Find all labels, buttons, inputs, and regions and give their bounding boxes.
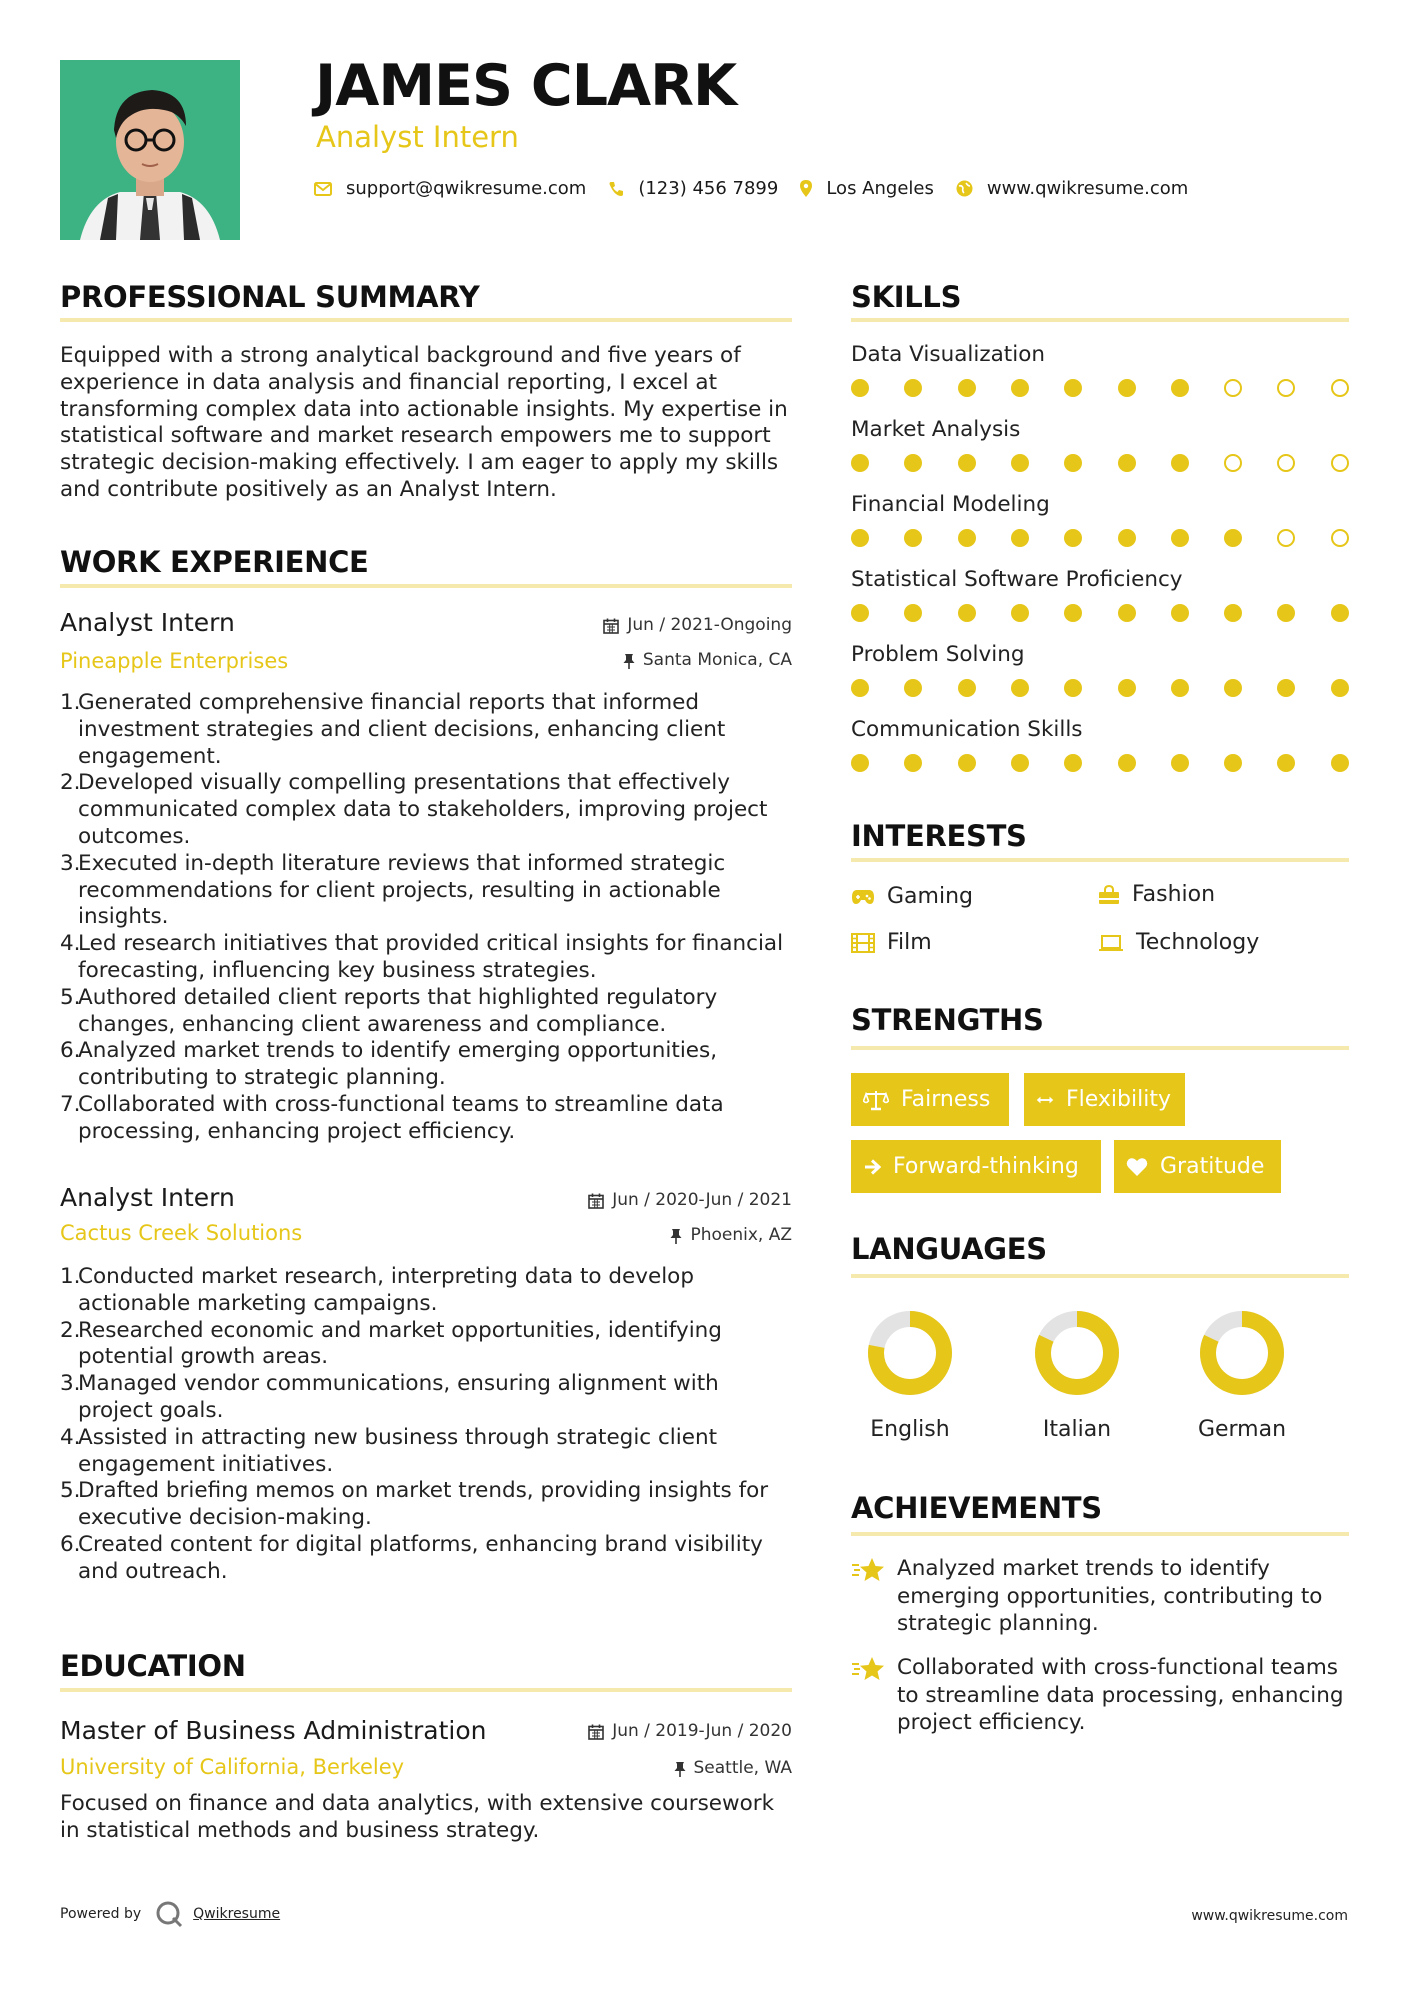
skill-rating — [851, 604, 1355, 624]
rating-dot-filled — [851, 604, 869, 622]
map-marker-icon — [800, 180, 812, 197]
phone-icon — [608, 181, 624, 197]
interest-item — [851, 886, 973, 908]
bullet-text: Led research initiatives that provided critical insights for financial forecasting, influencing key business strategies. — [78, 931, 784, 983]
interest-item — [851, 932, 932, 954]
rating-dot-filled — [851, 454, 869, 472]
list-item — [60, 1038, 800, 1092]
bullet-number: 6. — [60, 1038, 81, 1064]
list-item — [60, 1371, 800, 1425]
rating-dot-filled — [851, 379, 869, 397]
location-text: Los Angeles — [826, 178, 934, 199]
language-name: Italian — [1042, 1417, 1112, 1442]
list-item — [60, 985, 800, 1039]
rating-dot-filled — [1224, 604, 1242, 622]
job-location-text: Santa Monica, CA — [642, 650, 792, 670]
rating-dot-filled — [958, 529, 976, 547]
shopping-bag-icon — [1098, 885, 1120, 905]
skill-name: Financial Modeling — [851, 492, 1050, 517]
arrow-right-icon — [863, 1158, 881, 1176]
bullet-text: Analyzed market trends to identify emerging opportunities, contributing to strategic planning. — [78, 1038, 718, 1091]
bullet-text: Managed vendor communications, ensuring alignment with project goals. — [78, 1371, 719, 1423]
bullet-number: 2. — [60, 770, 81, 796]
calendar-icon — [603, 618, 619, 634]
achievement-item — [851, 1555, 1351, 1638]
job-dates — [603, 617, 792, 634]
bullet-text: Executed in-depth literature reviews that informed strategic recommendations for client projects, resulting in actionable insights. — [78, 850, 726, 930]
job-dates-text: Jun / 2020-Jun / 2021 — [612, 1190, 792, 1210]
education-description: Focused on finance and data analytics, with extensive coursework in statistical methods and business strategy. — [60, 1791, 775, 1843]
bullet-text: Drafted briefing memos on market trends, providing insights for executive decision-making. — [78, 1478, 769, 1531]
rating-dot-filled — [958, 604, 976, 622]
languages-heading: LANGUAGES — [851, 1232, 1047, 1266]
calendar-icon — [588, 1724, 604, 1740]
skills-heading: SKILLS — [851, 280, 962, 314]
language-proficiency-ring — [1199, 1310, 1285, 1396]
gamepad-icon — [851, 889, 875, 905]
strength-label: Flexibility — [1066, 1087, 1171, 1112]
bullet-text: Authored detailed client reports that highlighted regulatory changes, enhancing client awareness and compliance. — [78, 984, 718, 1037]
education-dates — [588, 1723, 792, 1740]
skill-name: Market Analysis — [851, 417, 1021, 442]
rating-dot-filled — [1011, 604, 1029, 622]
bullet-number: 1. — [60, 690, 81, 715]
bullet-text: Developed visually compelling presentations that effectively communicated complex data to stakeholders, improving project outcomes. — [78, 770, 768, 849]
rating-dot-filled — [904, 679, 922, 697]
list-item — [60, 851, 800, 931]
rating-dot-filled — [1011, 454, 1029, 472]
strengths-heading: STRENGTHS — [851, 1003, 1044, 1037]
rating-dot-filled — [1224, 679, 1242, 697]
rating-dot-filled — [958, 454, 976, 472]
skills-divider — [851, 318, 1349, 322]
rating-dot-filled — [1171, 604, 1189, 622]
skill-name: Problem Solving — [851, 642, 1025, 667]
summary-divider — [60, 318, 792, 322]
contact-location — [800, 178, 934, 199]
degree-name: Master of Business Administration — [60, 1716, 487, 1745]
rating-dot-filled — [904, 754, 922, 772]
pushpin-icon — [674, 1761, 686, 1777]
job-company: Cactus Creek Solutions — [60, 1221, 303, 1245]
rating-dot-filled — [1064, 454, 1082, 472]
rating-dot-filled — [1277, 679, 1295, 697]
school-name: University of California, Berkeley — [60, 1755, 405, 1779]
work-divider — [60, 584, 792, 588]
rating-dot-filled — [1118, 604, 1136, 622]
rating-dot-filled — [1171, 679, 1189, 697]
summary-text: Equipped with a strong analytical background and five years of experience in data analysis and financial reporting, I excel at transforming complex data into actionable insights. My expertise in statistical software and market research empowers me to support strategic decision-making effectively. I am eager to apply my skills and contribute positively as an Analyst Intern. — [60, 343, 788, 502]
skill-item — [851, 419, 1351, 441]
film-icon — [851, 933, 875, 953]
skill-rating — [851, 529, 1355, 549]
bullet-text: Generated comprehensive financial reports that informed investment strategies and client decisions, enhancing client engagement. — [78, 690, 726, 769]
bullet-text: Researched economic and market opportunities, identifying potential growth areas. — [78, 1317, 722, 1370]
rating-dot-filled — [1171, 529, 1189, 547]
rating-dot-empty — [1277, 454, 1295, 472]
skill-item — [851, 644, 1351, 666]
interest-label: Film — [887, 930, 932, 955]
arrows-horizontal-icon — [1036, 1093, 1054, 1107]
job-dates — [588, 1192, 792, 1209]
rating-dot-filled — [958, 754, 976, 772]
list-item — [60, 1092, 800, 1146]
phone-text: (123) 456 7899 — [638, 178, 779, 199]
interests-divider — [851, 858, 1349, 862]
strength-tag — [851, 1140, 1101, 1193]
bullet-number: 5. — [60, 1478, 81, 1504]
rating-dot-filled — [1118, 379, 1136, 397]
candidate-name: JAMES CLARK — [315, 53, 737, 119]
skill-item — [851, 344, 1351, 366]
contact-phone[interactable] — [608, 178, 778, 199]
skill-rating — [851, 379, 1355, 399]
bullet-text: Assisted in attracting new business through strategic client engagement initiatives. — [78, 1424, 717, 1477]
rating-dot-empty — [1224, 379, 1242, 397]
footer-powered-by — [60, 1900, 280, 1928]
bullet-number: 3. — [60, 1371, 81, 1397]
rating-dot-filled — [1011, 529, 1029, 547]
heart-icon — [1126, 1157, 1148, 1177]
rating-dot-filled — [1171, 754, 1189, 772]
qwikresume-logo-icon — [155, 1900, 183, 1928]
list-item — [60, 1318, 800, 1372]
rating-dot-filled — [1064, 604, 1082, 622]
rating-dot-filled — [1171, 454, 1189, 472]
rating-dot-empty — [1331, 379, 1349, 397]
skill-rating — [851, 679, 1355, 699]
job-role: Analyst Intern — [60, 1183, 235, 1212]
rating-dot-filled — [904, 454, 922, 472]
bullet-text: Created content for digital platforms, enhancing brand visibility and outreach. — [78, 1531, 763, 1584]
achievements-divider — [851, 1532, 1349, 1536]
rating-dot-filled — [1064, 529, 1082, 547]
rating-dot-empty — [1331, 454, 1349, 472]
candidate-title: Analyst Intern — [316, 120, 519, 154]
rating-dot-filled — [1064, 754, 1082, 772]
language-proficiency-ring — [1034, 1310, 1120, 1396]
contact-website[interactable] — [956, 178, 1188, 199]
rating-dot-filled — [1011, 679, 1029, 697]
skill-rating — [851, 754, 1355, 774]
rating-dot-filled — [1011, 754, 1029, 772]
envelope-icon — [314, 182, 332, 196]
achievement-text: Collaborated with cross-functional teams to streamline data processing, enhancing project efficiency. — [897, 1655, 1344, 1735]
contact-bar — [314, 178, 1210, 199]
bullet-number: 3. — [60, 850, 81, 876]
strength-tag — [851, 1073, 1009, 1126]
skill-name: Statistical Software Proficiency — [851, 567, 1183, 592]
language-name: English — [870, 1417, 950, 1442]
star-icon — [851, 1557, 885, 1583]
email-text: support@qwikresume.com — [346, 178, 587, 199]
languages-divider — [851, 1274, 1349, 1278]
interests-heading: INTERESTS — [851, 819, 1027, 853]
job-location — [670, 1227, 792, 1244]
list-item — [60, 1478, 800, 1532]
job-entry — [60, 608, 792, 1144]
education-dates-text: Jun / 2019-Jun / 2020 — [612, 1721, 792, 1741]
rating-dot-filled — [958, 679, 976, 697]
rating-dot-filled — [904, 379, 922, 397]
rating-dot-filled — [1224, 529, 1242, 547]
interest-label: Gaming — [887, 884, 973, 909]
profile-photo — [60, 60, 240, 240]
list-item — [60, 1425, 800, 1479]
rating-dot-filled — [1277, 604, 1295, 622]
bullet-number: 4. — [60, 931, 81, 957]
list-item — [60, 931, 800, 985]
rating-dot-filled — [851, 529, 869, 547]
rating-dot-filled — [1171, 379, 1189, 397]
bullet-number: 4. — [60, 1424, 81, 1450]
pushpin-icon — [670, 1228, 682, 1244]
rating-dot-filled — [1331, 679, 1349, 697]
skill-name: Data Visualization — [851, 342, 1045, 367]
rating-dot-filled — [1224, 754, 1242, 772]
list-item — [60, 1264, 800, 1318]
education-location-text: Seattle, WA — [693, 1758, 792, 1778]
skill-item — [851, 569, 1351, 591]
rating-dot-filled — [1011, 379, 1029, 397]
job-bullets — [60, 1264, 800, 1586]
strength-tag — [1024, 1073, 1185, 1126]
powered-by-text: Powered by — [60, 1906, 142, 1922]
education-heading: EDUCATION — [60, 1649, 246, 1683]
language-name: German — [1197, 1417, 1287, 1442]
rating-dot-filled — [1118, 754, 1136, 772]
bullet-number: 2. — [60, 1317, 81, 1343]
interest-label: Fashion — [1132, 882, 1216, 907]
website-text: www.qwikresume.com — [986, 178, 1189, 199]
education-entry — [60, 1716, 792, 1843]
language-item — [1177, 1310, 1307, 1441]
balance-scale-icon — [863, 1089, 889, 1111]
education-location — [674, 1760, 793, 1777]
achievement-item — [851, 1654, 1351, 1737]
job-dates-text: Jun / 2021-Ongoing — [627, 615, 792, 635]
pushpin-icon — [623, 653, 635, 669]
interest-item — [1098, 884, 1215, 906]
list-item — [60, 690, 800, 770]
language-proficiency-ring — [867, 1310, 953, 1396]
laptop-icon — [1098, 934, 1124, 952]
strength-label: Fairness — [901, 1087, 991, 1112]
bullet-text: Collaborated with cross-functional teams to streamline data processing, enhancing project efficiency. — [78, 1091, 724, 1144]
work-heading: WORK EXPERIENCE — [60, 545, 369, 579]
strengths-divider — [851, 1046, 1349, 1050]
rating-dot-filled — [1118, 529, 1136, 547]
rating-dot-filled — [904, 529, 922, 547]
rating-dot-filled — [904, 604, 922, 622]
rating-dot-filled — [1118, 454, 1136, 472]
rating-dot-filled — [1331, 754, 1349, 772]
bullet-number: 6. — [60, 1531, 81, 1557]
rating-dot-empty — [1277, 529, 1295, 547]
rating-dot-empty — [1277, 379, 1295, 397]
skill-rating — [851, 454, 1355, 474]
rating-dot-empty — [1224, 454, 1242, 472]
bullet-number: 1. — [60, 1264, 81, 1289]
rating-dot-filled — [958, 379, 976, 397]
bullet-number: 7. — [60, 1091, 81, 1117]
rating-dot-filled — [1331, 604, 1349, 622]
rating-dot-filled — [851, 754, 869, 772]
strength-label: Forward-thinking — [893, 1154, 1079, 1179]
education-divider — [60, 1688, 792, 1692]
strength-label: Gratitude — [1160, 1154, 1265, 1179]
language-item — [1012, 1310, 1142, 1441]
rating-dot-filled — [1118, 679, 1136, 697]
skill-name: Communication Skills — [851, 717, 1083, 742]
star-icon — [851, 1656, 885, 1682]
job-entry — [60, 1183, 792, 1584]
job-location-text: Phoenix, AZ — [690, 1225, 792, 1245]
job-location — [623, 652, 792, 669]
rating-dot-filled — [1277, 754, 1295, 772]
bullet-text: Conducted market research, interpreting data to develop actionable marketing campaigns. — [78, 1264, 694, 1316]
list-item — [60, 1532, 800, 1586]
strength-tag — [1114, 1140, 1281, 1193]
contact-email[interactable] — [314, 178, 586, 199]
job-company: Pineapple Enterprises — [60, 649, 289, 673]
rating-dot-filled — [1064, 679, 1082, 697]
job-role: Analyst Intern — [60, 608, 235, 637]
list-item — [60, 770, 800, 850]
globe-icon — [956, 180, 973, 197]
skill-item — [851, 494, 1351, 516]
interest-item — [1098, 932, 1259, 954]
footer-url[interactable]: www.qwikresume.com — [1191, 1908, 1348, 1924]
skill-item — [851, 719, 1351, 741]
interest-label: Technology — [1136, 930, 1260, 955]
rating-dot-filled — [851, 679, 869, 697]
qwikresume-link[interactable]: Qwikresume — [193, 1906, 281, 1922]
language-item — [845, 1310, 975, 1441]
rating-dot-filled — [1064, 379, 1082, 397]
calendar-icon — [588, 1193, 604, 1209]
summary-heading: PROFESSIONAL SUMMARY — [60, 280, 480, 314]
bullet-number: 5. — [60, 984, 81, 1010]
achievement-text: Analyzed market trends to identify emerging opportunities, contributing to strategic planning. — [897, 1556, 1323, 1636]
achievements-heading: ACHIEVEMENTS — [851, 1491, 1102, 1525]
rating-dot-empty — [1331, 529, 1349, 547]
job-bullets — [60, 690, 800, 1146]
